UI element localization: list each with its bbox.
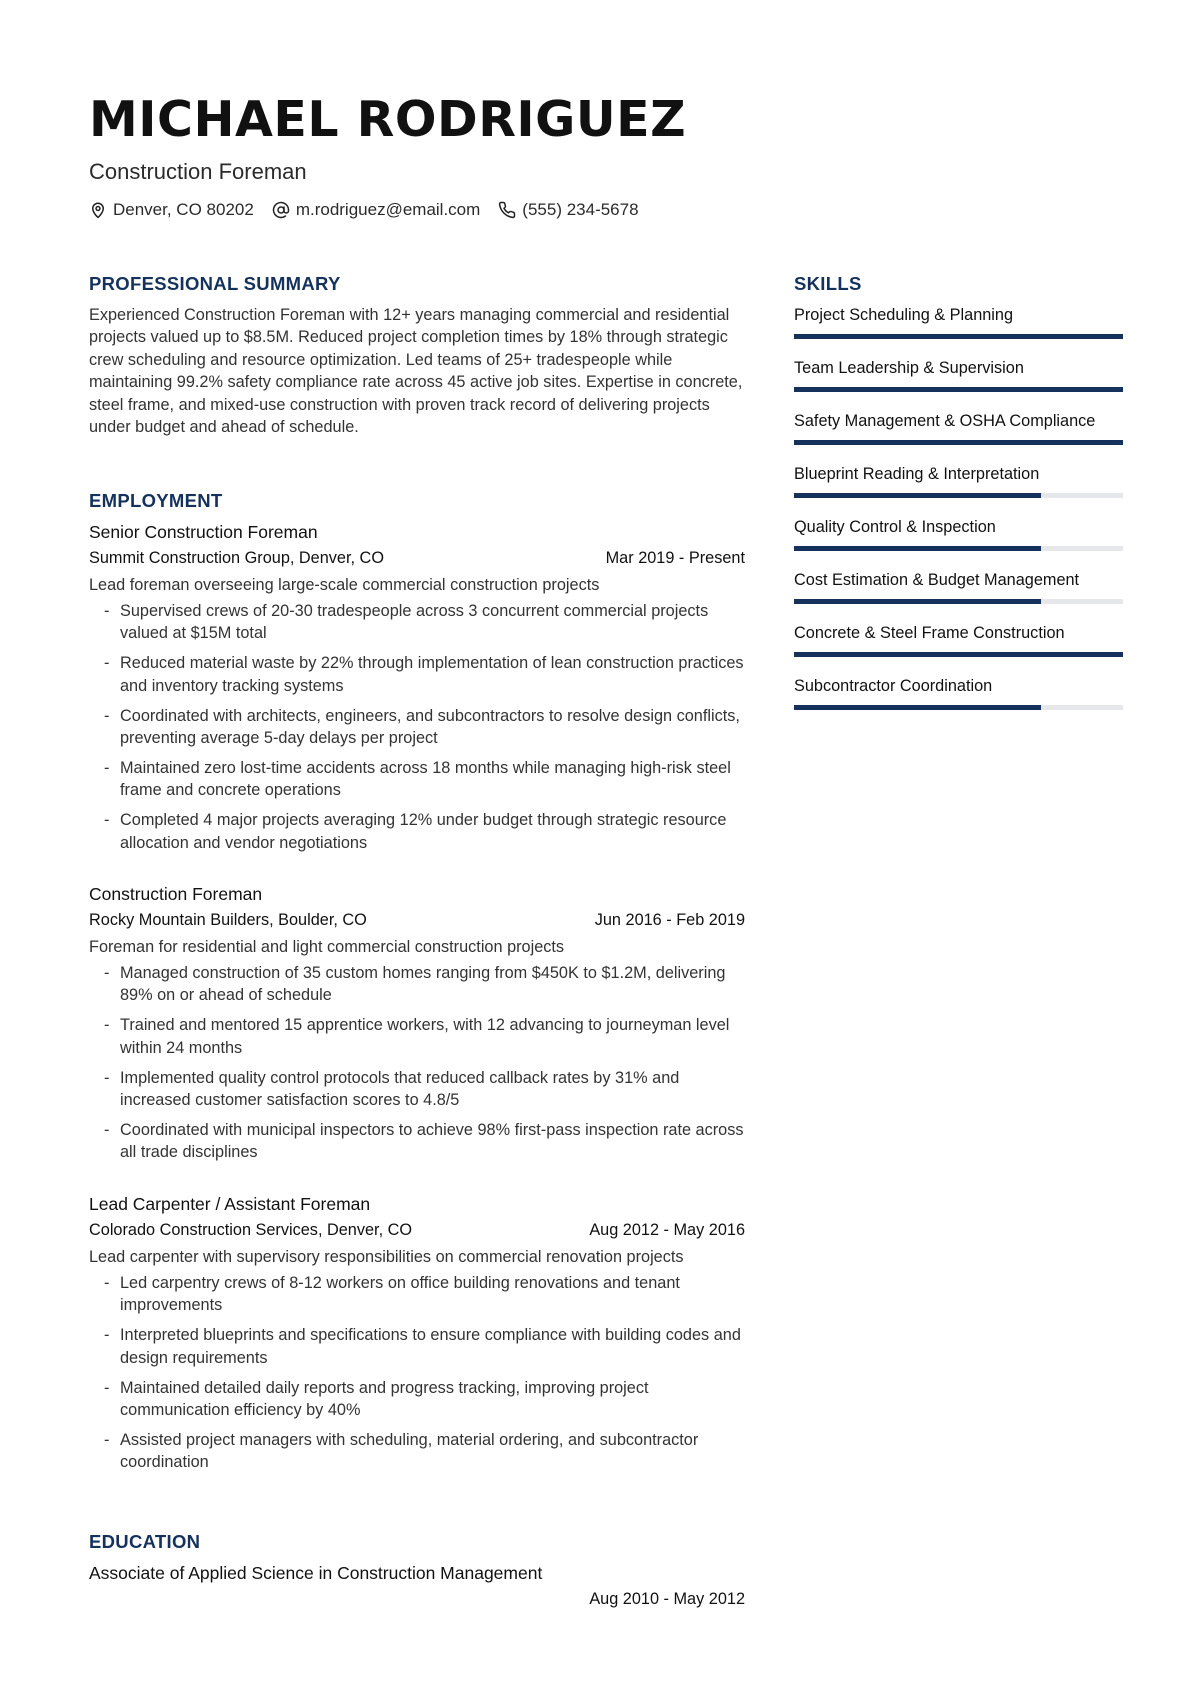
skill-level-bar	[794, 387, 1123, 392]
skill-level-fill	[794, 546, 1041, 551]
bullet-text: Interpreted blueprints and specifications to ensure compliance with building codes and design requirements	[120, 1326, 741, 1367]
job-entry-title: Lead Carpenter / Assistant Foreman	[89, 1194, 371, 1214]
bullet-item: - Trained and mentored 15 apprentice workers, with 12 advancing to journeyman level within 24 months	[104, 1016, 730, 1057]
job-entry-company: Rocky Mountain Builders, Boulder, CO	[89, 911, 367, 929]
skill-item	[794, 516, 1123, 569]
skill-name: Project Scheduling & Planning	[794, 306, 1014, 324]
candidate-name: MICHAEL RODRIGUEZ	[89, 91, 687, 148]
job-entry-company: Colorado Construction Services, Denver, CO	[89, 1221, 413, 1239]
skill-level-fill	[794, 493, 1041, 498]
bullet-item: - Maintained detailed daily reports and progress tracking, improving project communication efficiency by 40%	[104, 1378, 649, 1420]
skill-name: Subcontractor Coordination	[794, 677, 993, 695]
bullet-text: Led carpentry crews of 8-12 workers on office building renovations and tenant improvements	[120, 1274, 680, 1315]
skill-level-bar	[794, 493, 1123, 498]
skill-level-fill	[794, 652, 1123, 657]
job-entry-bullets	[89, 1272, 745, 1474]
bullet-item: - Managed construction of 35 custom homes ranging from $450K to $1.2M, delivering 89% on or ahead of schedule	[104, 964, 726, 1005]
skill-item	[794, 357, 1123, 410]
skill-item	[794, 410, 1123, 463]
contact-phone-text[interactable]: (555) 234-5678	[522, 200, 639, 219]
location-pin-icon	[89, 201, 107, 219]
job-title: Construction Foreman	[89, 159, 307, 184]
bullet-item: - Coordinated with municipal inspectors to achieve 98% first-pass inspection rate across all trade disciplines	[104, 1120, 744, 1162]
bullet-text: Trained and mentored 15 apprentice workers, with 12 advancing to journeyman level within 24 months	[120, 1016, 730, 1057]
contact-email[interactable]	[272, 199, 480, 221]
summary-heading: PROFESSIONAL SUMMARY	[89, 273, 341, 294]
education-entry	[89, 1562, 745, 1615]
job-entry-meta	[89, 909, 745, 936]
at-sign-icon	[272, 201, 290, 219]
bullet-text: Assisted project managers with scheduling, material ordering, and subcontractor coordination	[120, 1430, 699, 1472]
job-entry	[89, 521, 745, 862]
skill-item	[794, 463, 1123, 516]
education-heading: EDUCATION	[89, 1531, 201, 1552]
bullet-text: Maintained zero lost-time accidents across 18 months while managing high-risk steel frame and concrete operations	[120, 758, 731, 800]
job-entry-title: Construction Foreman	[89, 884, 263, 904]
skill-item	[794, 304, 1123, 357]
job-entry-dates: Aug 2012 - May 2016	[589, 1221, 745, 1239]
skill-item	[794, 569, 1123, 622]
skill-level-fill	[794, 440, 1123, 445]
job-entry-description: Lead carpenter with supervisory responsibilities on commercial renovation projects	[89, 1248, 684, 1266]
summary-text: Experienced Construction Foreman with 12+ years managing commercial and residential projects valued up to $8.5M. Reduced project completion times by 18% through strategic crew scheduling and resource optimization. Led teams of 25+ tradespeople while maintaining 99.2% safety compliance rate across 45 active job sites. Expertise in concrete, steel frame, and mixed-use construction with proven track record of delivering projects under budget and ahead of schedule.	[89, 306, 743, 437]
skill-name: Quality Control & Inspection	[794, 518, 996, 536]
job-entry-meta	[89, 547, 745, 574]
employment-heading: EMPLOYMENT	[89, 490, 223, 511]
job-entry-description: Lead foreman overseeing large-scale commercial construction projects	[89, 576, 600, 594]
contact-location	[89, 199, 254, 221]
skill-name: Safety Management & OSHA Compliance	[794, 412, 1096, 430]
skill-level-fill	[794, 387, 1123, 392]
job-entry	[89, 883, 745, 1171]
skill-name: Concrete & Steel Frame Construction	[794, 624, 1065, 642]
education-meta	[89, 1588, 745, 1615]
skill-level-bar	[794, 705, 1123, 710]
job-entry	[89, 1193, 745, 1481]
bullet-text: Supervised crews of 20-30 tradespeople across 3 concurrent commercial projects valued at $15M total	[120, 602, 709, 643]
skill-level-bar	[794, 652, 1123, 657]
bullet-text: Implemented quality control protocols that reduced callback rates by 31% and increased customer satisfaction scores to 4.8/5	[120, 1068, 680, 1110]
skill-level-fill	[794, 334, 1123, 339]
skill-level-bar	[794, 546, 1123, 551]
contact-email-text[interactable]: m.rodriguez@email.com	[295, 200, 481, 219]
bullet-item: - Reduced material waste by 22% through implementation of lean construction practices and inventory tracking systems	[104, 654, 744, 695]
bullet-item: - Interpreted blueprints and specifications to ensure compliance with building codes and design requirements	[104, 1326, 741, 1367]
skill-level-bar	[794, 599, 1123, 604]
bullet-item: - Implemented quality control protocols that reduced callback rates by 31% and increased customer satisfaction scores to 4.8/5	[104, 1068, 680, 1110]
bullet-text: Coordinated with architects, engineers, and subcontractors to resolve design conflicts, preventing average 5-day delays per project	[120, 706, 740, 748]
contact-location-text: Denver, CO 80202	[113, 200, 254, 219]
skill-level-fill	[794, 599, 1041, 604]
bullet-item: - Coordinated with architects, engineers, and subcontractors to resolve design conflicts, preventing average 5-day delays per project	[104, 706, 740, 748]
bullet-item: - Assisted project managers with scheduling, material ordering, and subcontractor coordination	[104, 1430, 699, 1472]
skill-name: Team Leadership & Supervision	[794, 359, 1024, 377]
contact-info	[89, 199, 657, 221]
bullet-item: - Supervised crews of 20-30 tradespeople across 3 concurrent commercial projects valued at $15M total	[104, 602, 709, 643]
bullet-text: Managed construction of 35 custom homes ranging from $450K to $1.2M, delivering 89% on or ahead of schedule	[120, 964, 726, 1005]
skills-heading: SKILLS	[794, 273, 862, 294]
bullet-text: Maintained detailed daily reports and progress tracking, improving project communication efficiency by 40%	[120, 1378, 649, 1420]
skill-level-bar	[794, 440, 1123, 445]
skill-item	[794, 675, 1123, 728]
job-entry-description: Foreman for residential and light commercial construction projects	[89, 938, 565, 956]
bullet-text: Reduced material waste by 22% through implementation of lean construction practices and inventory tracking systems	[120, 654, 744, 695]
job-entry-meta	[89, 1219, 745, 1246]
contact-phone[interactable]	[498, 199, 638, 221]
education-dates: Aug 2010 - May 2012	[589, 1590, 745, 1608]
bullet-item: - Led carpentry crews of 8-12 workers on office building renovations and tenant improvements	[104, 1274, 680, 1315]
bullet-text: Coordinated with municipal inspectors to achieve 98% first-pass inspection rate across all trade disciplines	[120, 1120, 744, 1162]
education-degree: Associate of Applied Science in Construction Management	[89, 1563, 543, 1583]
job-entry-dates: Jun 2016 - Feb 2019	[594, 911, 745, 929]
skill-item	[794, 622, 1123, 675]
job-entry-company: Summit Construction Group, Denver, CO	[89, 549, 384, 567]
job-entry-bullets	[89, 962, 745, 1164]
skill-name: Cost Estimation & Budget Management	[794, 571, 1080, 589]
bullet-item: - Maintained zero lost-time accidents across 18 months while managing high-risk steel frame and concrete operations	[104, 758, 731, 800]
job-entry-dates: Mar 2019 - Present	[605, 549, 745, 567]
bullet-text: Completed 4 major projects averaging 12% under budget through strategic resource allocation and vendor negotiations	[120, 811, 727, 852]
skills-list	[794, 304, 1123, 728]
skill-name: Blueprint Reading & Interpretation	[794, 465, 1040, 483]
bullet-item: - Completed 4 major projects averaging 12% under budget through strategic resource allocation and vendor negotiations	[104, 811, 727, 852]
skill-level-bar	[794, 334, 1123, 339]
skill-level-fill	[794, 705, 1041, 710]
job-entry-bullets	[89, 600, 745, 854]
job-entry-title: Senior Construction Foreman	[89, 522, 318, 542]
phone-icon	[498, 201, 516, 219]
